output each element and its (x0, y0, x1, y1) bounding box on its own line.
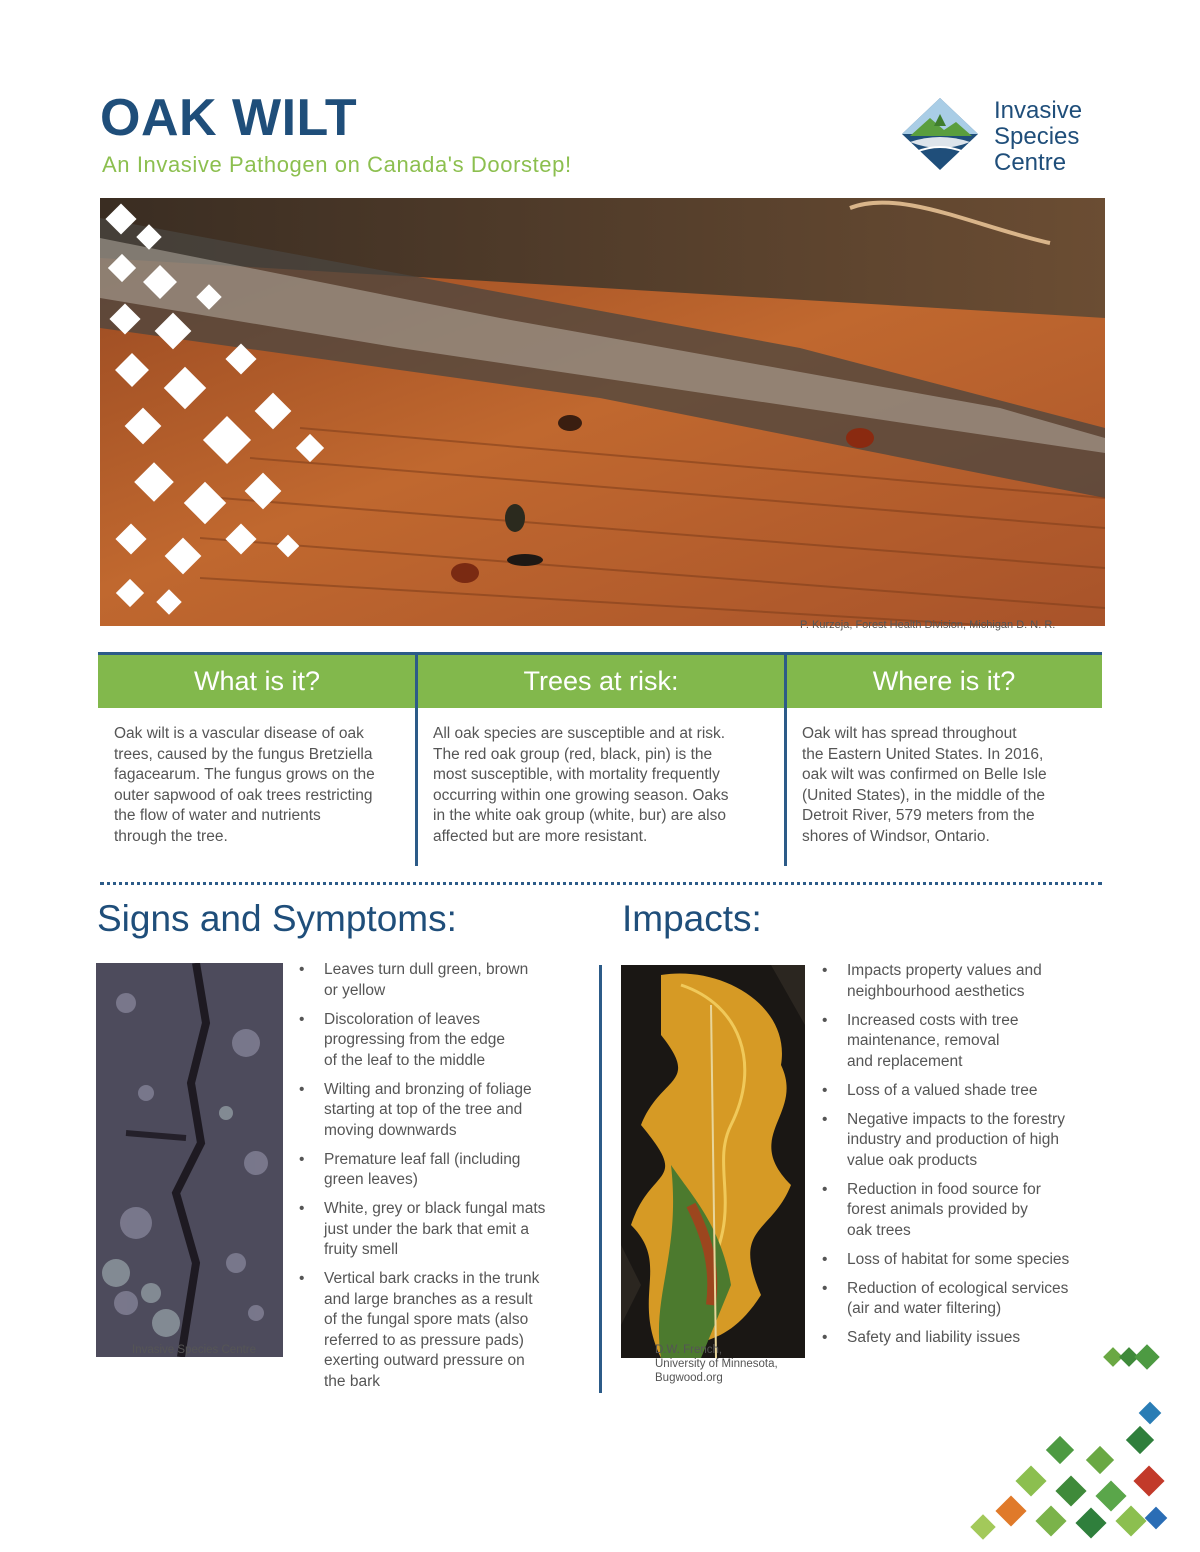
impacts-item-text: Increased costs with tree maintenance, removal and replacement (847, 1011, 1019, 1070)
impacts-item (820, 1250, 1110, 1271)
signs-item-text: Discoloration of leaves progressing from the edge of the leaf to the middle (324, 1010, 505, 1069)
impacts-item-text: Reduction in food source for forest animals provided by oak trees (847, 1180, 1041, 1239)
logo-word-2: Species (994, 123, 1080, 150)
bullet-icon: • (299, 1010, 305, 1028)
bullet-icon: • (299, 961, 305, 978)
credit-line: University of Minnesota, (655, 1358, 778, 1370)
impacts-list (820, 961, 1110, 1357)
impacts-item-text: Negative impacts to the forestry industry and production of high value oak products (847, 1110, 1065, 1169)
text-line: All oak species are susceptible and at risk. (433, 725, 726, 742)
bullet-icon: • (822, 1081, 828, 1099)
impacts-item-text: Loss of habitat for some species (847, 1250, 1070, 1268)
mosaic-diamonds-decoration (960, 1400, 1170, 1540)
signs-item-text: Wilting and bronzing of foliage starting at top of the tree and moving downwards (324, 1080, 532, 1139)
signs-and-symptoms-title: Signs and Symptoms: (97, 898, 457, 939)
logo-wordmark (994, 98, 1082, 176)
bullet-icon: • (822, 1110, 828, 1128)
text-line: Detroit River, 579 meters from the (802, 807, 1035, 824)
logo-word-3: Centre (994, 149, 1067, 176)
small-diamonds-decoration (1100, 1340, 1170, 1380)
bullet-icon: • (822, 1011, 828, 1029)
text-line: The red oak group (red, black, pin) is the (433, 745, 713, 763)
impacts-item-text: Impacts property values and neighbourhood aesthetics (847, 962, 1042, 1000)
signs-list (297, 960, 577, 1401)
impacts-item (820, 1011, 1110, 1073)
trees-at-risk-text (433, 724, 778, 847)
impacts-divider (599, 965, 602, 1393)
bark-crack-photo (96, 963, 283, 1357)
text-line: Oak wilt is a vascular disease of oak (114, 725, 364, 742)
logo-word-1: Invasive (994, 97, 1083, 124)
bullet-icon: • (299, 1080, 305, 1098)
text-line: trees, caused by the fungus Bretziella (114, 745, 373, 763)
trees-at-risk-heading: Trees at risk: (418, 652, 784, 708)
text-line: oak wilt was confirmed on Belle Isle (802, 766, 1047, 783)
bullet-icon: • (822, 1250, 828, 1268)
impacts-item (820, 961, 1110, 1002)
signs-item-text: Premature leaf fall (including green leaves) (324, 1150, 521, 1188)
bullet-icon: • (299, 1270, 305, 1287)
signs-item-text: Leaves turn dull green, brown or yellow (324, 961, 529, 999)
text-line: outer sapwood of oak trees restricting (114, 786, 373, 804)
hero-photo-credit: P. Kurzeja, Forest Health Division, Michigan D. N. R. (800, 619, 1056, 631)
text-line: most susceptible, with mortality frequently (433, 766, 720, 783)
where-is-it-heading: Where is it? (786, 652, 1102, 708)
signs-item (297, 1269, 577, 1392)
what-is-it-heading: What is it? (98, 652, 416, 708)
impacts-item-text: Reduction of ecological services (air and water filtering) (847, 1279, 1069, 1317)
text-line: occurring within one growing season. Oaks (433, 786, 729, 804)
leaf-photo-credit (655, 1343, 778, 1385)
column-divider (784, 652, 787, 866)
text-line: in the white oak group (white, bur) are also (433, 807, 726, 824)
impacts-item-text: Loss of a valued shade tree (847, 1081, 1038, 1099)
signs-item (297, 1199, 577, 1261)
bullet-icon: • (822, 962, 828, 979)
text-line: affected but are more resistant. (433, 827, 648, 845)
what-is-it-text (114, 724, 414, 847)
text-line: Oak wilt has spread throughout (802, 725, 1017, 742)
impacts-item (820, 1081, 1110, 1102)
impacts-item (820, 1279, 1110, 1320)
text-line: the flow of water and nutrients (114, 807, 321, 824)
text-line: through the tree. (114, 827, 228, 845)
text-line: fagacearum. The fungus grows on the (114, 766, 375, 783)
impacts-item-text: Safety and liability issues (847, 1329, 1021, 1346)
text-line: shores of Windsor, Ontario. (802, 827, 990, 845)
credit-line: Bugwood.org (655, 1372, 723, 1384)
hero-photo-bark-beetles (100, 198, 1105, 626)
bullet-icon: • (822, 1279, 828, 1297)
impacts-title: Impacts: (622, 898, 762, 939)
impacts-item (820, 1110, 1110, 1172)
signs-item-text: White, grey or black fungal mats just under the bark that emit a fruity smell (324, 1200, 546, 1258)
bullet-icon: • (299, 1150, 305, 1168)
credit-line: D.W. French, (655, 1344, 723, 1356)
signs-item-text: Vertical bark cracks in the trunk and large branches as a result of the fungal spore mats (also referred to as pressure pads) exerting outward pressure on the bark (324, 1270, 540, 1390)
oak-leaf-photo (621, 965, 805, 1358)
text-line: the Eastern United States. In 2016, (802, 745, 1044, 763)
page-subtitle: An Invasive Pathogen on Canada's Doorstep! (102, 152, 572, 177)
signs-item (297, 960, 577, 1001)
signs-item (297, 1080, 577, 1142)
text-line: (United States), in the middle of the (802, 786, 1045, 804)
bullet-icon: • (822, 1180, 828, 1198)
bullet-icon: • (299, 1200, 305, 1217)
column-divider (415, 652, 418, 866)
where-is-it-text (802, 724, 1102, 847)
impacts-item (820, 1328, 1110, 1349)
bark-photo-credit: Invasive Species Centre (132, 1344, 257, 1356)
signs-item (297, 1010, 577, 1072)
impacts-item (820, 1180, 1110, 1242)
bullet-icon: • (822, 1329, 828, 1346)
signs-item (297, 1150, 577, 1191)
section-divider (100, 882, 1102, 885)
page-title: OAK WILT (100, 89, 358, 147)
